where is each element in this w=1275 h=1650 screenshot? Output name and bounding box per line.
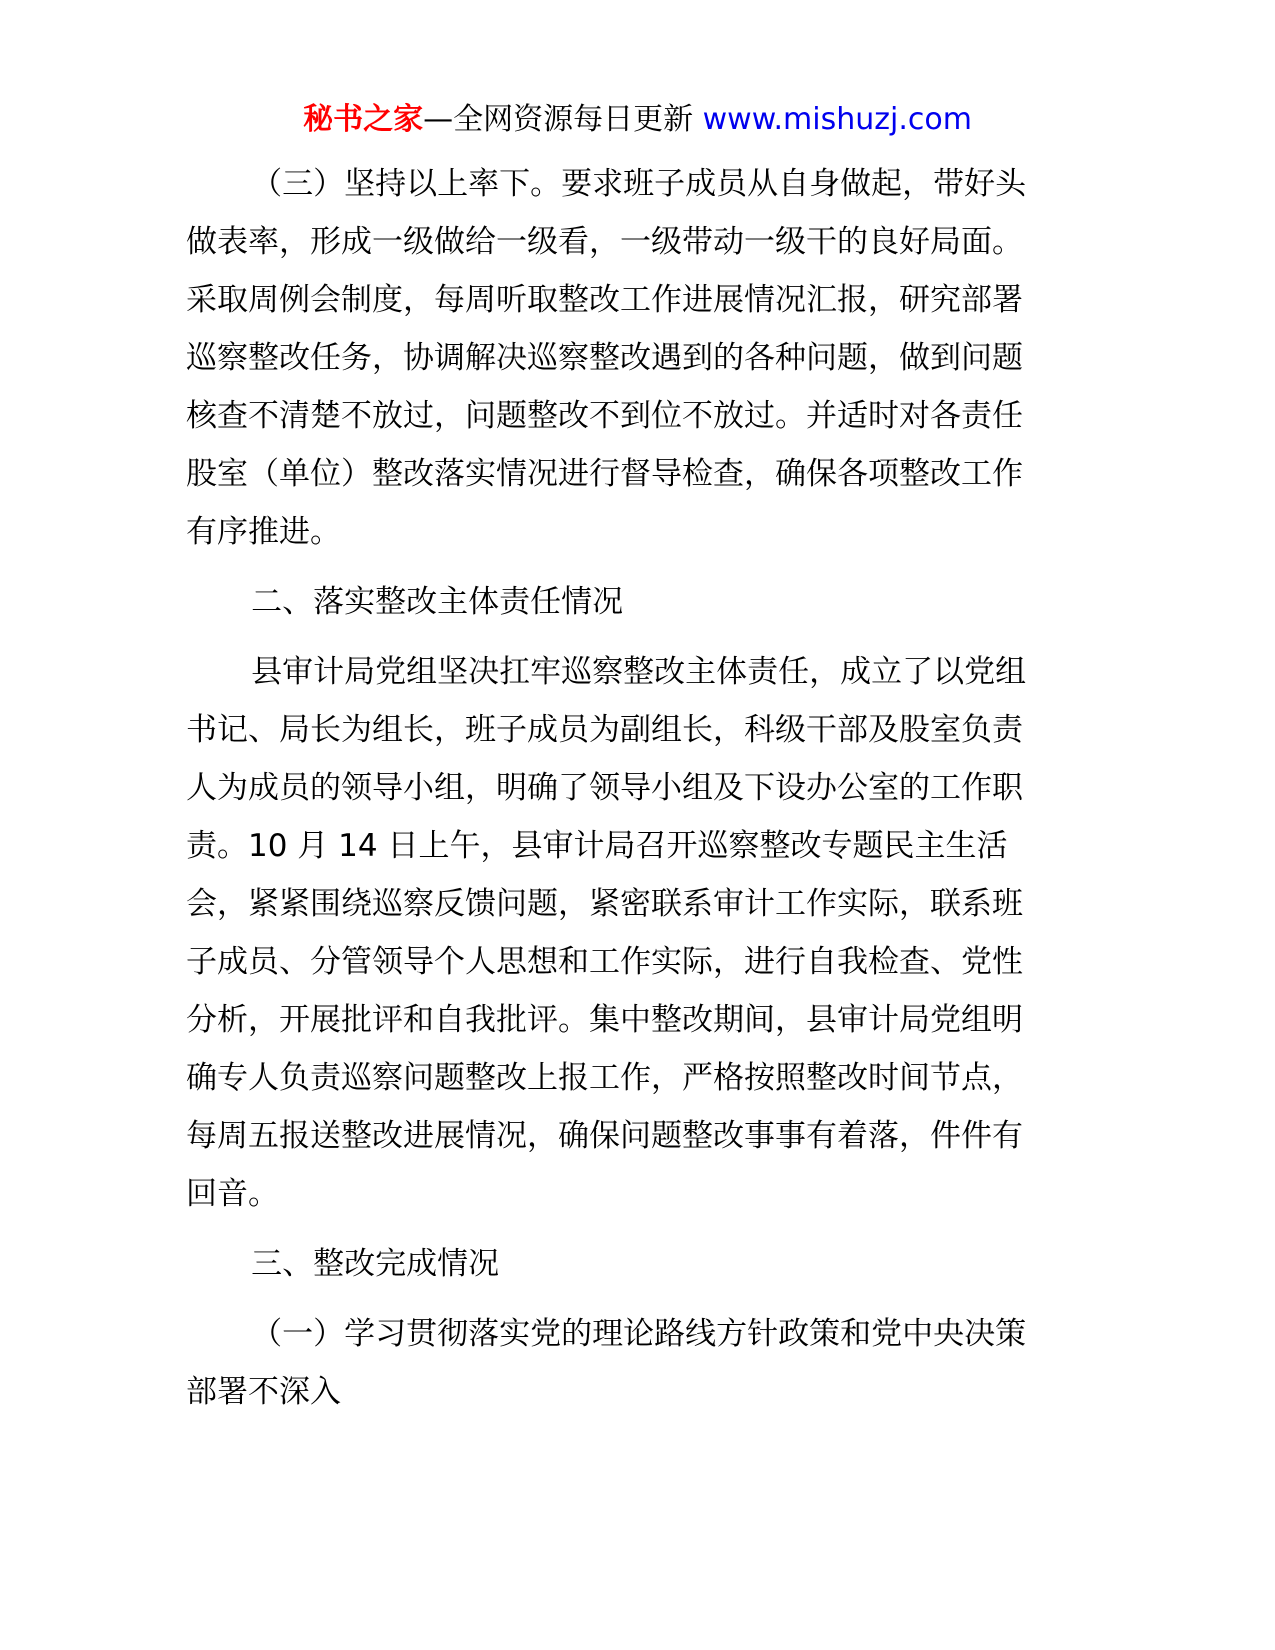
section-heading-completion: 三、整改完成情况 bbox=[251, 1246, 500, 1282]
section-heading-responsibility: 二、落实整改主体责任情况 bbox=[251, 584, 624, 620]
page-header bbox=[0, 98, 1275, 142]
paragraph-leading-by-example: （三）坚持以上率下。要求班子成员从自身做起，带好头 做表率，形成一级做给一级看，一级带动一级干的良好局面。 采取周例会制度，每周听取整改工作进展情况汇报，研究部署 巡察整改任务，协调解决巡察整改遇到的各种问题，做到问题 核查不清楚不放过，问题整改不到位不放过。并适时对各责任 股室（单位）整改落实情况进行督导检查，确保各项整改工作 有序推进。 bbox=[186, 166, 1027, 550]
paragraph-completion-item-1: （一）学习贯彻落实党的理论路线方针政策和党中央决策 部署不深入 bbox=[186, 1316, 1027, 1410]
header-site-url[interactable]: www.mishuzj.com bbox=[702, 102, 972, 137]
paragraph-responsibility: 县审计局党组坚决扛牢巡察整改主体责任，成立了以党组 书记、局长为组长，班子成员为副组长，科级干部及股室负责 人为成员的领导小组，明确了领导小组及下设办公室的工作职 责。10 月 14 日上午，县审计局召开巡察整改专题民主生活 会，紧紧围绕巡察反馈问题，紧密联系审计工作实际，联系班 子成员、分管领导个人思想和工作实际，进行自我检查、党性 分析，开展批评和自我批评。集中整改期间，县审计局党组明 确专人负责巡察问题整改上报工作，严格按照整改时间节点， 每周五报送整改进展情况，确保问题整改事事有着落，件件有 回音。 bbox=[186, 654, 1027, 1212]
header-tagline: —全网资源每日更新 bbox=[423, 102, 703, 137]
header-brand: 秘书之家 bbox=[303, 102, 424, 137]
document-body bbox=[186, 155, 1086, 1421]
